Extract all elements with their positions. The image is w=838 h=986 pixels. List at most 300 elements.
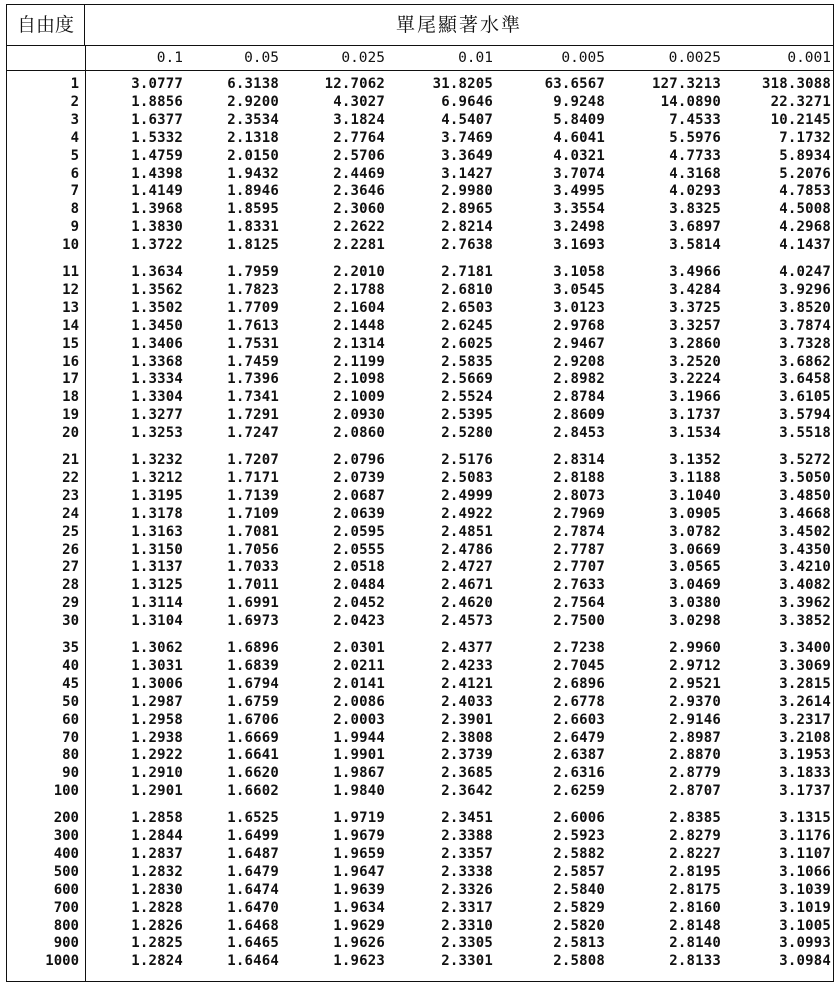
critical-value-cell: 2.1788 [333,281,385,298]
critical-value-cell: 1.9629 [333,917,385,934]
critical-value-cell: 4.2968 [779,219,831,236]
critical-value-cell: 2.5923 [553,828,605,844]
critical-value-cell: 1.3163 [131,523,183,540]
critical-value-cell: 2.9768 [553,317,605,334]
critical-value-cell: 3.5814 [669,237,721,254]
critical-value-cell: 7.4533 [669,111,721,128]
table-row [7,263,833,281]
critical-value-cell: 2.1604 [333,299,385,316]
critical-value-cell: 1.6525 [227,810,279,827]
df-cell: 45 [62,675,79,692]
critical-value-cell: 2.8385 [669,810,721,827]
critical-value-cell: 2.2010 [333,264,385,280]
critical-value-cell: 2.2622 [333,219,385,236]
critical-value-cell: 3.3257 [669,317,721,334]
critical-value-cell: 1.6839 [227,657,279,674]
critical-value-cell: 2.5835 [441,353,493,370]
table-title: 單尾顯著水準 [395,14,522,36]
critical-value-cell: 4.0247 [779,264,831,280]
df-cell: 26 [62,541,79,558]
critical-value-cell: 2.0639 [333,505,385,522]
df-cell: 20 [62,425,79,442]
table-row [7,881,833,899]
table-row [7,424,833,442]
critical-value-cell: 2.1009 [333,389,385,406]
critical-value-cell: 1.3562 [131,281,183,298]
critical-value-cell: 2.4377 [441,640,493,656]
critical-value-cell: 1.9679 [333,828,385,844]
df-cell: 80 [62,747,79,764]
critical-value-cell: 2.4121 [441,675,493,692]
critical-value-cell: 1.7709 [227,299,279,316]
critical-value-cell: 2.1314 [333,335,385,352]
critical-value-cell: 3.1315 [779,810,831,827]
critical-value-cell: 1.7823 [227,281,279,298]
critical-value-cell: 1.7396 [227,371,279,388]
table-row [7,93,833,111]
critical-value-cell: 2.8779 [669,765,721,782]
critical-value-cell: 2.4786 [441,541,493,558]
critical-value-cell: 3.4082 [779,577,831,594]
critical-value-cell: 3.2108 [779,729,831,746]
df-cell: 15 [62,335,79,352]
df-cell: 3 [70,111,79,128]
critical-value-cell: 2.0452 [333,595,385,612]
critical-value-cell: 1.3450 [131,317,183,334]
critical-value-cell: 3.2520 [669,353,721,370]
critical-value-cell: 3.1953 [779,747,831,764]
critical-value-cell: 3.0777 [131,76,183,92]
critical-value-cell: 3.1188 [669,469,721,486]
critical-value-cell: 2.8133 [669,953,721,970]
critical-value-cell: 3.3962 [779,595,831,612]
table-row [7,863,833,881]
alpha-header-4: 0.005 [561,50,605,66]
critical-value-cell: 4.5407 [441,111,493,128]
table-row [7,388,833,406]
df-cell: 19 [62,407,79,424]
critical-value-cell: 2.6810 [441,281,493,298]
critical-value-cell: 2.5669 [441,371,493,388]
critical-value-cell: 3.1005 [779,917,831,934]
critical-value-cell: 6.9646 [441,93,493,110]
critical-value-cell: 3.3725 [669,299,721,316]
critical-value-cell: 2.7500 [553,613,605,630]
critical-value-cell: 2.3326 [441,881,493,898]
critical-value-cell: 1.7011 [227,577,279,594]
critical-value-cell: 1.6896 [227,640,279,656]
critical-value-cell: 1.4398 [131,165,183,182]
critical-value-cell: 1.3006 [131,675,183,692]
critical-value-cell: 1.6377 [131,111,183,128]
critical-value-cell: 3.4995 [553,183,605,200]
critical-value-cell: 2.8279 [669,828,721,844]
critical-value-cell: 1.2826 [131,917,183,934]
critical-value-cell: 3.3554 [553,201,605,218]
critical-value-cell: 2.6245 [441,317,493,334]
critical-value-cell: 1.2938 [131,729,183,746]
critical-value-cell: 3.2815 [779,675,831,692]
critical-value-cell: 2.8175 [669,881,721,898]
critical-value-cell: 3.6862 [779,353,831,370]
critical-value-cell: 3.2498 [553,219,605,236]
critical-value-cell: 1.7171 [227,469,279,486]
critical-value-cell: 1.8595 [227,201,279,218]
table-row [7,353,833,371]
critical-value-cell: 2.9146 [669,711,721,728]
critical-value-cell: 2.9200 [227,93,279,110]
critical-value-cell: 3.5794 [779,407,831,424]
critical-value-cell: 1.6759 [227,693,279,710]
critical-value-cell: 3.2614 [779,693,831,710]
critical-value-cell: 3.0298 [669,613,721,630]
critical-value-cell: 3.0669 [669,541,721,558]
critical-value-cell: 4.7733 [669,147,721,164]
critical-value-cell: 2.8965 [441,201,493,218]
critical-value-cell: 2.9208 [553,353,605,370]
critical-value-cell: 2.7181 [441,264,493,280]
table-row [7,370,833,388]
critical-value-cell: 2.8987 [669,729,721,746]
critical-value-cell: 1.3502 [131,299,183,316]
critical-value-cell: 2.5808 [553,953,605,970]
critical-value-cell: 1.7109 [227,505,279,522]
critical-value-cell: 1.2828 [131,899,183,916]
df-cell: 4 [70,129,79,146]
table-row [7,200,833,218]
df-cell: 900 [53,935,79,952]
table-row [7,827,833,845]
critical-value-cell: 4.3027 [333,93,385,110]
critical-value-cell: 3.1176 [779,828,831,844]
critical-value-cell: 2.0860 [333,425,385,442]
critical-value-cell: 5.8409 [553,111,605,128]
critical-value-cell: 2.4469 [333,165,385,182]
df-cell: 300 [53,828,79,844]
critical-value-cell: 2.5840 [553,881,605,898]
alpha-header-row [7,45,833,71]
critical-value-cell: 3.1693 [553,237,605,254]
table-row [7,182,833,200]
critical-value-cell: 2.3060 [333,201,385,218]
table-row [7,594,833,612]
critical-value-cell: 2.3305 [441,935,493,952]
df-cell: 22 [62,469,79,486]
critical-value-cell: 1.6620 [227,765,279,782]
critical-value-cell: 1.3212 [131,469,183,486]
df-cell: 23 [62,487,79,504]
critical-value-cell: 1.3722 [131,237,183,254]
critical-value-cell: 3.4284 [669,281,721,298]
critical-value-cell: 1.9647 [333,863,385,880]
critical-value-cell: 3.2860 [669,335,721,352]
critical-value-cell: 12.7062 [324,76,385,92]
critical-value-cell: 2.6479 [553,729,605,746]
df-cell: 90 [62,765,79,782]
critical-value-cell: 1.3634 [131,264,183,280]
critical-value-cell: 2.8195 [669,863,721,880]
critical-value-cell: 2.0518 [333,559,385,576]
df-cell: 24 [62,505,79,522]
critical-value-cell: 1.6602 [227,783,279,800]
critical-value-cell: 3.4210 [779,559,831,576]
table-row [7,657,833,675]
critical-value-cell: 1.3114 [131,595,183,612]
critical-value-cell: 1.6465 [227,935,279,952]
critical-value-cell: 2.0150 [227,147,279,164]
critical-value-cell: 3.3069 [779,657,831,674]
critical-value-cell: 2.3451 [441,810,493,827]
critical-value-cell: 1.7139 [227,487,279,504]
critical-value-cell: 2.0484 [333,577,385,594]
critical-value-cell: 2.3901 [441,711,493,728]
critical-value-cell: 3.1833 [779,765,831,782]
critical-value-cell: 3.1824 [333,111,385,128]
critical-value-cell: 3.0782 [669,523,721,540]
critical-value-cell: 3.4850 [779,487,831,504]
critical-value-cell: 2.8314 [553,452,605,468]
critical-value-cell: 2.6259 [553,783,605,800]
table-row [7,952,833,970]
critical-value-cell: 2.5882 [553,845,605,862]
critical-value-cell: 1.6464 [227,953,279,970]
critical-value-cell: 1.6479 [227,863,279,880]
critical-value-cell: 5.8934 [779,147,831,164]
critical-value-cell: 3.1737 [669,407,721,424]
critical-value-cell: 2.0003 [333,711,385,728]
critical-value-cell: 3.7874 [779,317,831,334]
df-cell: 70 [62,729,79,746]
critical-value-cell: 3.0565 [669,559,721,576]
critical-value-cell: 2.6503 [441,299,493,316]
critical-value-cell: 1.3277 [131,407,183,424]
critical-value-cell: 3.0905 [669,505,721,522]
critical-value-cell: 4.6041 [553,129,605,146]
df-cell: 17 [62,371,79,388]
critical-value-cell: 3.5272 [779,452,831,468]
df-cell: 600 [53,881,79,898]
table-row [7,523,833,541]
critical-value-cell: 2.6316 [553,765,605,782]
table-row [7,693,833,711]
critical-value-cell: 2.8160 [669,899,721,916]
table-row [7,218,833,236]
critical-value-cell: 1.6641 [227,747,279,764]
df-cell: 10 [62,237,79,254]
critical-value-cell: 1.3232 [131,452,183,468]
critical-value-cell: 1.2958 [131,711,183,728]
critical-value-cell: 1.2922 [131,747,183,764]
alpha-header-3: 0.01 [458,50,493,66]
critical-value-cell: 2.0687 [333,487,385,504]
critical-value-cell: 3.1019 [779,899,831,916]
critical-value-cell: 1.2825 [131,935,183,952]
df-cell: 500 [53,863,79,880]
critical-value-cell: 2.4922 [441,505,493,522]
critical-value-cell: 2.7874 [553,523,605,540]
df-cell: 400 [53,845,79,862]
critical-value-cell: 1.7207 [227,452,279,468]
critical-value-cell: 1.3968 [131,201,183,218]
df-cell: 7 [70,183,79,200]
table-row [7,729,833,747]
critical-value-cell: 4.5008 [779,201,831,218]
table-row [7,746,833,764]
critical-value-cell: 1.9944 [333,729,385,746]
critical-value-cell: 1.9432 [227,165,279,182]
table-row [7,317,833,335]
df-cell: 12 [62,281,79,298]
df-cell: 50 [62,693,79,710]
critical-value-cell: 2.7969 [553,505,605,522]
critical-value-cell: 2.6896 [553,675,605,692]
df-cell: 29 [62,595,79,612]
critical-value-cell: 3.7074 [553,165,605,182]
critical-value-cell: 3.0984 [779,953,831,970]
critical-value-cell: 2.8073 [553,487,605,504]
critical-value-cell: 2.3301 [441,953,493,970]
critical-value-cell: 1.6487 [227,845,279,862]
critical-value-cell: 1.3406 [131,335,183,352]
critical-value-cell: 2.4999 [441,487,493,504]
critical-value-cell: 2.0739 [333,469,385,486]
critical-value-cell: 2.8140 [669,935,721,952]
critical-value-cell: 1.9626 [333,935,385,952]
critical-value-cell: 3.0380 [669,595,721,612]
critical-value-cell: 31.8205 [432,76,493,92]
critical-value-cell: 1.3253 [131,425,183,442]
critical-value-cell: 3.6105 [779,389,831,406]
critical-value-cell: 2.3534 [227,111,279,128]
table-row [7,147,833,165]
alpha-header-1: 0.05 [244,50,279,66]
table-row [7,487,833,505]
critical-value-cell: 4.7853 [779,183,831,200]
critical-value-cell: 2.6006 [553,810,605,827]
critical-value-cell: 9.9248 [553,93,605,110]
critical-value-cell: 2.0086 [333,693,385,710]
critical-value-cell: 1.6468 [227,917,279,934]
critical-value-cell: 3.3649 [441,147,493,164]
critical-value-cell: 2.9980 [441,183,493,200]
df-cell: 9 [70,219,79,236]
critical-value-cell: 2.6778 [553,693,605,710]
critical-value-cell: 5.5976 [669,129,721,146]
critical-value-cell: 3.0993 [779,935,831,952]
critical-value-cell: 1.3137 [131,559,183,576]
table-row [7,451,833,469]
critical-value-cell: 318.3088 [761,76,831,92]
critical-value-cell: 1.7033 [227,559,279,576]
critical-value-cell: 3.4502 [779,523,831,540]
df-cell: 13 [62,299,79,316]
critical-value-cell: 1.2830 [131,881,183,898]
critical-value-cell: 1.3304 [131,389,183,406]
table-row [7,711,833,729]
critical-value-cell: 2.8707 [669,783,721,800]
critical-value-cell: 2.3646 [333,183,385,200]
critical-value-cell: 1.9840 [333,783,385,800]
critical-value-cell: 2.1098 [333,371,385,388]
critical-value-cell: 4.1437 [779,237,831,254]
df-cell: 16 [62,353,79,370]
critical-value-cell: 2.5176 [441,452,493,468]
critical-value-cell: 1.7613 [227,317,279,334]
critical-value-cell: 2.0211 [333,657,385,674]
critical-value-cell: 2.7045 [553,657,605,674]
critical-value-cell: 1.6706 [227,711,279,728]
critical-value-cell: 3.1352 [669,452,721,468]
critical-value-cell: 2.5813 [553,935,605,952]
critical-value-cell: 3.0469 [669,577,721,594]
df-cell: 100 [53,783,79,800]
critical-value-cell: 3.4966 [669,264,721,280]
table-row [7,299,833,317]
critical-value-cell: 3.6458 [779,371,831,388]
critical-value-cell: 2.9960 [669,640,721,656]
critical-value-cell: 3.1737 [779,783,831,800]
critical-value-cell: 1.3150 [131,541,183,558]
critical-value-cell: 6.3138 [227,76,279,92]
critical-value-cell: 2.6603 [553,711,605,728]
critical-value-cell: 2.5524 [441,389,493,406]
critical-value-cell: 1.2901 [131,783,183,800]
critical-value-cell: 1.3031 [131,657,183,674]
critical-value-cell: 1.2832 [131,863,183,880]
critical-value-cell: 2.0930 [333,407,385,424]
critical-value-cell: 2.7564 [553,595,605,612]
critical-value-cell: 2.9370 [669,693,721,710]
critical-value-cell: 3.1040 [669,487,721,504]
critical-value-cell: 1.3368 [131,353,183,370]
critical-value-cell: 1.2858 [131,810,183,827]
table-row [7,845,833,863]
critical-value-cell: 2.7633 [553,577,605,594]
critical-value-cell: 3.2317 [779,711,831,728]
critical-value-cell: 3.6897 [669,219,721,236]
critical-value-cell: 2.3357 [441,845,493,862]
critical-value-cell: 2.1318 [227,129,279,146]
critical-value-cell: 3.3852 [779,613,831,630]
critical-value-cell: 2.8148 [669,917,721,934]
critical-value-cell: 3.1534 [669,425,721,442]
critical-value-cell: 2.3338 [441,863,493,880]
df-cell: 800 [53,917,79,934]
critical-value-cell: 4.0321 [553,147,605,164]
critical-value-cell: 2.6387 [553,747,605,764]
table-row [7,541,833,559]
critical-value-cell: 1.5332 [131,129,183,146]
critical-value-cell: 1.2837 [131,845,183,862]
critical-value-cell: 2.5706 [333,147,385,164]
critical-value-cell: 2.5857 [553,863,605,880]
critical-value-cell: 3.0545 [553,281,605,298]
alpha-header-6: 0.001 [787,50,831,66]
critical-value-cell: 127.3213 [651,76,721,92]
critical-value-cell: 2.4233 [441,657,493,674]
critical-value-cell: 1.9867 [333,765,385,782]
df-cell: 30 [62,613,79,630]
df-cell: 28 [62,577,79,594]
critical-value-cell: 2.4727 [441,559,493,576]
critical-value-cell: 2.0796 [333,452,385,468]
critical-value-cell: 2.0141 [333,675,385,692]
critical-value-cell: 2.8870 [669,747,721,764]
t-distribution-table [6,4,834,982]
critical-value-cell: 1.6973 [227,613,279,630]
table-row [7,111,833,129]
critical-value-cell: 3.2224 [669,371,721,388]
